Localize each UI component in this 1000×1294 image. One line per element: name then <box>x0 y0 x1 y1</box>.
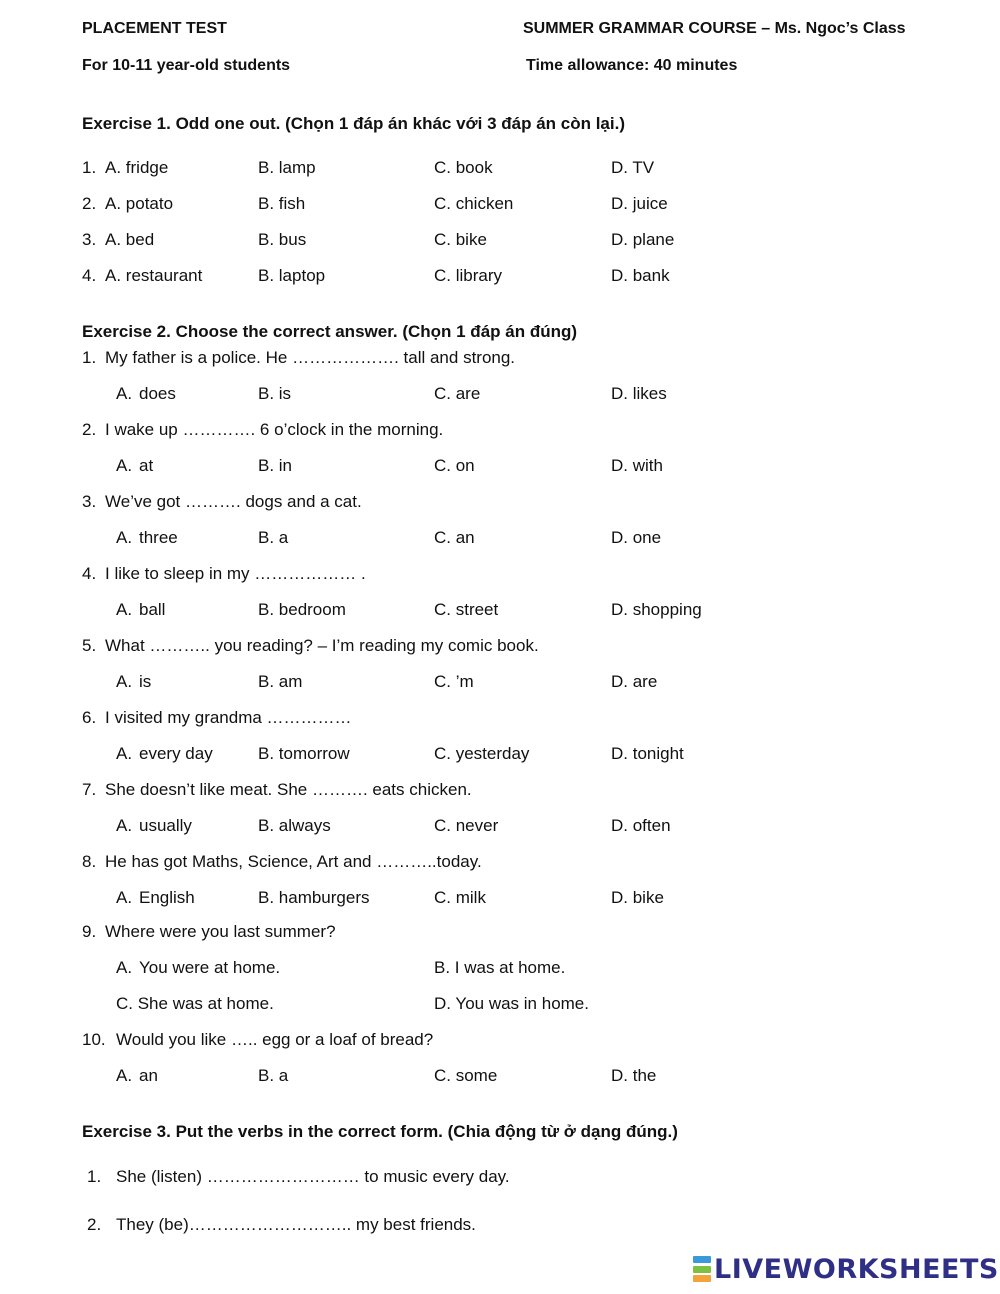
option-d[interactable]: D. the <box>611 1066 657 1085</box>
option-d[interactable]: D. are <box>611 672 658 691</box>
question-text: I visited my grandma …………… <box>105 708 352 727</box>
item-text[interactable]: She (listen) ……………………… to music every day. <box>116 1167 510 1186</box>
header-left-subtitle: For 10-11 year-old students <box>82 57 291 74</box>
item-number: 2. <box>82 194 97 213</box>
item-text[interactable]: They (be)……………………….. my best friends. <box>116 1215 476 1234</box>
question-3 <box>0 492 1000 516</box>
option-d[interactable]: D. shopping <box>611 600 702 619</box>
option-d[interactable]: D. with <box>611 456 663 475</box>
option-b[interactable]: B. is <box>258 384 292 403</box>
option-c[interactable]: C. some <box>434 1066 498 1085</box>
question-number: 5. <box>82 636 97 655</box>
question-number: 7. <box>82 780 97 799</box>
option-c[interactable]: C. ’m <box>434 672 474 691</box>
option-a-letter: A. <box>116 888 133 907</box>
option-b[interactable]: B. a <box>258 528 289 547</box>
option-b[interactable]: B. laptop <box>258 266 326 285</box>
option-a[interactable]: usually <box>139 816 192 835</box>
option-a[interactable]: an <box>139 1066 158 1085</box>
question-number: 2. <box>82 420 97 439</box>
option-a[interactable]: You were at home. <box>139 958 281 977</box>
option-b[interactable]: B. bedroom <box>258 600 346 619</box>
option-d[interactable]: D. one <box>611 528 662 547</box>
question-7 <box>0 780 1000 804</box>
exercise-2-title: Exercise 2. Choose the correct answer. (Chọn 1 đáp án đúng) <box>82 322 578 341</box>
option-c[interactable]: C. on <box>434 456 475 475</box>
option-b[interactable]: B. always <box>258 816 331 835</box>
option-a-letter: A. <box>116 528 133 547</box>
exercise-3-item-1 <box>0 1167 1000 1191</box>
option-a[interactable]: does <box>139 384 176 403</box>
question-text: I like to sleep in my ……………… . <box>105 564 366 583</box>
question-5-options <box>0 672 1000 696</box>
question-text: Where were you last summer? <box>105 922 336 941</box>
question-number: 10. <box>82 1030 106 1049</box>
question-8 <box>0 852 1000 876</box>
option-d[interactable]: D. You was in home. <box>434 994 589 1013</box>
option-a-letter: A. <box>116 600 133 619</box>
option-a-letter: A. <box>116 958 133 977</box>
option-b[interactable]: B. I was at home. <box>434 958 566 977</box>
option-c[interactable]: C. never <box>434 816 499 835</box>
question-text: My father is a police. He ………………. tall and strong. <box>105 348 516 367</box>
item-number: 1. <box>82 158 97 177</box>
exercise-1-item <box>0 194 1000 218</box>
option-d[interactable]: D. TV <box>611 158 655 177</box>
question-text: He has got Maths, Science, Art and ………..today. <box>105 852 482 871</box>
option-c[interactable]: C. library <box>434 266 503 285</box>
option-c[interactable]: C. are <box>434 384 481 403</box>
question-5 <box>0 636 1000 660</box>
option-d[interactable]: D. plane <box>611 230 675 249</box>
item-number: 3. <box>82 230 97 249</box>
question-number: 6. <box>82 708 97 727</box>
exercise-3-title: Exercise 3. Put the verbs in the correct form. (Chia động từ ở dạng đúng.) <box>82 1122 678 1141</box>
option-d[interactable]: D. often <box>611 816 671 835</box>
option-c[interactable]: C. book <box>434 158 493 177</box>
item-number: 1. <box>87 1167 102 1186</box>
question-2 <box>0 420 1000 444</box>
question-text: We’ve got ………. dogs and a cat. <box>105 492 362 511</box>
option-b[interactable]: B. fish <box>258 194 306 213</box>
question-number: 1. <box>82 348 97 367</box>
option-a[interactable]: English <box>139 888 195 907</box>
question-number: 3. <box>82 492 97 511</box>
question-8-options <box>0 888 1000 912</box>
option-a[interactable]: three <box>139 528 178 547</box>
option-c[interactable]: C. yesterday <box>434 744 530 763</box>
question-1 <box>0 348 1000 372</box>
question-6-options <box>0 744 1000 768</box>
question-10 <box>0 1030 1000 1054</box>
question-number: 8. <box>82 852 97 871</box>
logo-mark-icon <box>693 1256 711 1282</box>
option-b[interactable]: B. bus <box>258 230 307 249</box>
option-a[interactable]: A. restaurant <box>105 266 203 285</box>
option-c[interactable]: C. milk <box>434 888 486 907</box>
option-d[interactable]: D. juice <box>611 194 668 213</box>
option-c[interactable]: C. an <box>434 528 475 547</box>
question-text: I wake up …………. 6 o’clock in the morning. <box>105 420 444 439</box>
option-a[interactable]: is <box>139 672 152 691</box>
option-a-letter: A. <box>116 744 133 763</box>
option-c[interactable]: C. She was at home. <box>116 994 274 1013</box>
option-a[interactable]: A. bed <box>105 230 155 249</box>
question-10-options <box>0 1066 1000 1090</box>
question-9-options-1 <box>0 958 1000 982</box>
question-2-options <box>0 456 1000 480</box>
question-4-options <box>0 600 1000 624</box>
exercise-3-item-2 <box>0 1215 1000 1239</box>
exercise-1-item <box>0 230 1000 254</box>
question-number: 4. <box>82 564 97 583</box>
brand-name: LIVEWORKSHEETS <box>714 1253 999 1285</box>
option-b[interactable]: B. am <box>258 672 303 691</box>
question-number: 9. <box>82 922 97 941</box>
option-d[interactable]: D. likes <box>611 384 667 403</box>
option-a-letter: A. <box>116 672 133 691</box>
question-1-options <box>0 384 1000 408</box>
liveworksheets-logo <box>693 1254 999 1284</box>
option-a[interactable]: every day <box>139 744 213 763</box>
question-4 <box>0 564 1000 588</box>
option-c[interactable]: C. bike <box>434 230 487 249</box>
exercise-1-title: Exercise 1. Odd one out. (Chọn 1 đáp án khác với 3 đáp án còn lại.) <box>82 114 625 133</box>
question-text: She doesn’t like meat. She ………. eats chicken. <box>105 780 472 799</box>
option-c[interactable]: C. chicken <box>434 194 514 213</box>
option-a-letter: A. <box>116 1066 133 1085</box>
question-text: Would you like ….. egg or a loaf of bread? <box>116 1030 434 1049</box>
option-a-letter: A. <box>116 384 133 403</box>
option-d[interactable]: D. bank <box>611 266 670 285</box>
item-number: 4. <box>82 266 97 285</box>
item-number: 2. <box>87 1215 102 1234</box>
option-a-letter: A. <box>116 456 133 475</box>
option-a[interactable]: A. potato <box>105 194 174 213</box>
question-text: What ……….. you reading? – I’m reading my comic book. <box>105 636 539 655</box>
option-b[interactable]: B. in <box>258 456 293 475</box>
option-a[interactable]: A. fridge <box>105 158 169 177</box>
question-7-options <box>0 816 1000 840</box>
option-c[interactable]: C. street <box>434 600 499 619</box>
header-left-title: PLACEMENT TEST <box>82 20 227 37</box>
question-9 <box>0 922 1000 946</box>
option-b[interactable]: B. hamburgers <box>258 888 370 907</box>
option-b[interactable]: B. lamp <box>258 158 316 177</box>
option-b[interactable]: B. tomorrow <box>258 744 350 763</box>
header-right-title: SUMMER GRAMMAR COURSE – Ms. Ngoc’s Class <box>523 20 906 37</box>
question-9-options-2 <box>0 994 1000 1018</box>
option-a-letter: A. <box>116 816 133 835</box>
question-6 <box>0 708 1000 732</box>
option-b[interactable]: B. a <box>258 1066 289 1085</box>
exercise-1-item <box>0 266 1000 290</box>
exercise-1-item <box>0 158 1000 182</box>
option-d[interactable]: D. bike <box>611 888 664 907</box>
question-3-options <box>0 528 1000 552</box>
option-a[interactable]: ball <box>139 600 166 619</box>
option-a[interactable]: at <box>139 456 154 475</box>
option-d[interactable]: D. tonight <box>611 744 684 763</box>
header-right-subtitle: Time allowance: 40 minutes <box>526 57 738 74</box>
